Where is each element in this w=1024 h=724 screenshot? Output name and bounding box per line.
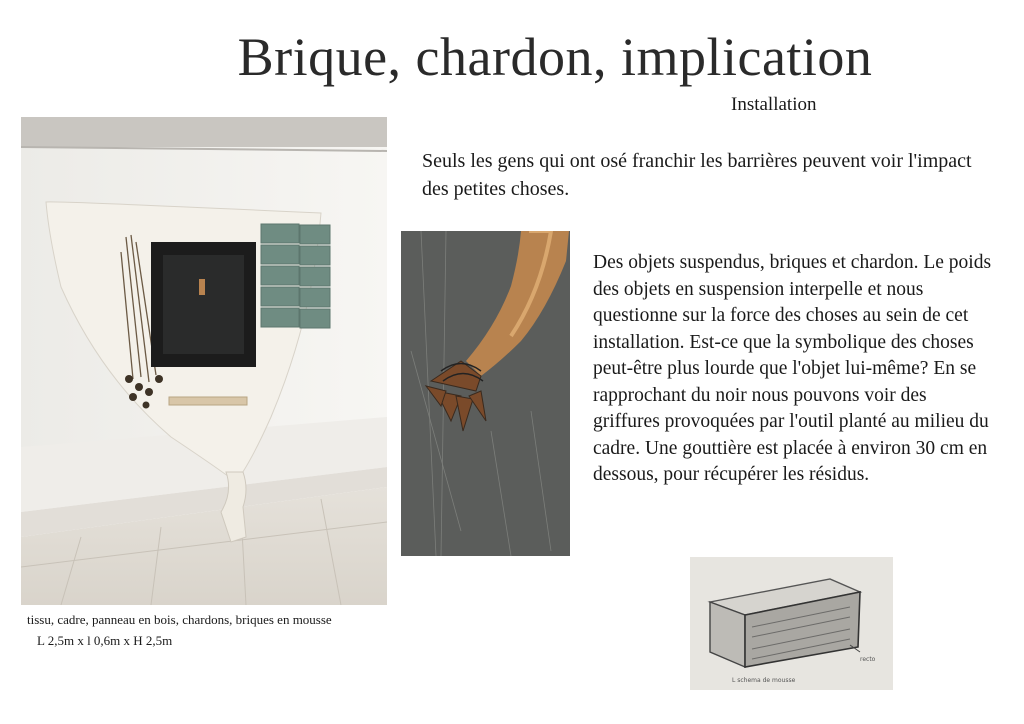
intro-paragraph: Seuls les gens qui ont osé franchir les barrières peuvent voir l'impact des petites choses. bbox=[422, 150, 972, 200]
sketch-label-left: L schema de mousse bbox=[732, 677, 796, 684]
brick-sketch bbox=[690, 557, 893, 690]
tool-detail-photo bbox=[401, 231, 570, 556]
dimensions-caption: L 2,5m x l 0,6m x H 2,5m bbox=[37, 633, 173, 648]
installation-photo bbox=[21, 117, 387, 605]
description-paragraph: Des objets suspendus, briques et chardon. Le poids des objets en suspension interpelle et nous questionne sur la force des choses au sein de cet installation. Est-ce que la symbolique des choses peut-être plus lourde que l'objet lui-même? En se rapprochant du noir nous pouvons voir des griffures provoquées par l'outil planté au milieu du cadre. Une gouttière est placée à environ 30 cm en dessous, pour récupérer les résidus. bbox=[593, 252, 992, 485]
installation-photo-drawing bbox=[21, 117, 387, 605]
brick-sketch-drawing bbox=[690, 557, 893, 690]
sketch-label-right: recto bbox=[860, 656, 876, 663]
page-title: Brique, chardon, implication bbox=[237, 27, 873, 87]
tool-detail-drawing bbox=[401, 231, 570, 556]
page-subtitle: Installation bbox=[731, 94, 817, 115]
materials-caption: tissu, cadre, panneau en bois, chardons, briques en mousse bbox=[27, 612, 332, 627]
header bbox=[0, 0, 1024, 100]
